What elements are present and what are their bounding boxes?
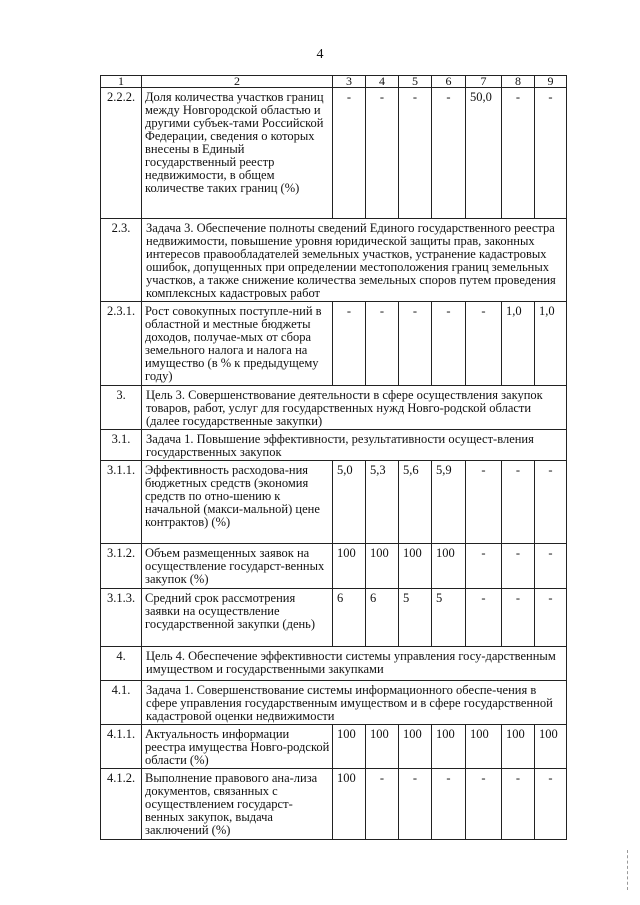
- value-cell: -: [399, 88, 432, 219]
- table-row: [101, 544, 567, 589]
- goal-text: Цель 4. Обеспечение эффективности системы управления госу-дарственным имуществом и государственными закупками: [142, 647, 567, 681]
- value-cell: 100: [466, 725, 502, 769]
- indicator-name: Эффективность расходова-ния бюджетных средств (экономия средств по отно-шению к начальной (макси-мальной) цене контрактов) (%): [142, 461, 333, 544]
- value-cell: -: [466, 589, 502, 647]
- task-text: Задача 3. Обеспечение полноты сведений Единого государственного реестра недвижимости, повышение уровня юридической защиты прав, законных интересов правообладателей земельных участков, устранение кадастровых ошибок, допущенных при определении местоположения границ земельных участков, а также снижение количества земельных споров путем проведения комплексных кадастровых работ: [142, 219, 567, 302]
- table-row: [101, 302, 567, 386]
- row-number: 3.1.2.: [101, 544, 142, 589]
- value-cell: -: [466, 769, 502, 840]
- value-cell: 100: [333, 544, 366, 589]
- value-cell: -: [535, 769, 567, 840]
- value-cell: -: [366, 88, 399, 219]
- indicator-name: Выполнение правового ана-лиза документов, связанных с осуществлением государст-венных закупок, выдача заключений (%): [142, 769, 333, 840]
- row-number: 3.1.3.: [101, 589, 142, 647]
- value-cell: 1,0: [535, 302, 567, 386]
- row-number: 2.3.1.: [101, 302, 142, 386]
- value-cell: -: [535, 589, 567, 647]
- value-cell: -: [502, 769, 535, 840]
- scan-edge-mark: [627, 850, 630, 890]
- value-cell: 1,0: [502, 302, 535, 386]
- value-cell: -: [399, 302, 432, 386]
- col-header-5: 5: [399, 76, 432, 88]
- row-number: 4.1.1.: [101, 725, 142, 769]
- col-header-3: 3: [333, 76, 366, 88]
- row-number: 2.2.2.: [101, 88, 142, 219]
- indicator-name: Актуальность информации реестра имущества Новго-родской области (%): [142, 725, 333, 769]
- value-cell: 100: [333, 725, 366, 769]
- value-cell: -: [366, 302, 399, 386]
- value-cell: 5,3: [366, 461, 399, 544]
- value-cell: -: [502, 88, 535, 219]
- value-cell: -: [466, 461, 502, 544]
- indicator-name: Объем размещенных заявок на осуществление государст-венных закупок (%): [142, 544, 333, 589]
- value-cell: -: [466, 302, 502, 386]
- goal-text: Цель 3. Совершенствование деятельности в сфере осуществления закупок товаров, работ, услуг для государственных нужд Новго-родской области (далее государственные закупки): [142, 386, 567, 430]
- value-cell: 6: [333, 589, 366, 647]
- value-cell: 100: [366, 544, 399, 589]
- table-row: [101, 589, 567, 647]
- table-row: [101, 647, 567, 681]
- task-text: Задача 1. Повышение эффективности, результативности осущест-вления государственных закупок: [142, 430, 567, 461]
- header-row: [101, 76, 567, 88]
- row-number: 3.1.1.: [101, 461, 142, 544]
- value-cell: -: [535, 544, 567, 589]
- indicator-name: Рост совокупных поступле-ний в областной и местные бюджеты доходов, получае-мых от сбора земельного налога и налога на имущество (в % к предыдущему году): [142, 302, 333, 386]
- table-row: [101, 219, 567, 302]
- value-cell: 5,6: [399, 461, 432, 544]
- table-row: [101, 769, 567, 840]
- row-number: 2.3.: [101, 219, 142, 302]
- col-header-6: 6: [432, 76, 466, 88]
- value-cell: -: [432, 769, 466, 840]
- value-cell: 100: [366, 725, 399, 769]
- task-text: Задача 1. Совершенствование системы информационного обеспе-чения в сфере управления государственным имуществом и в сфере государственной кадастровой оценки недвижимости: [142, 681, 567, 725]
- value-cell: 100: [432, 544, 466, 589]
- value-cell: -: [432, 302, 466, 386]
- indicator-name: Средний срок рассмотрения заявки на осуществление государственной закупки (день): [142, 589, 333, 647]
- indicators-table: [100, 75, 567, 840]
- value-cell: 100: [502, 725, 535, 769]
- col-header-1: 1: [101, 76, 142, 88]
- value-cell: -: [502, 544, 535, 589]
- indicator-name: Доля количества участков границ между Новгородской областью и другими субъек-тами Российской Федерации, сведения о которых внесены в Единый государственный реестр недвижимости, в общем количестве таких границ (%): [142, 88, 333, 219]
- value-cell: 5,0: [333, 461, 366, 544]
- value-cell: -: [333, 88, 366, 219]
- row-number: 4.1.: [101, 681, 142, 725]
- value-cell: -: [535, 461, 567, 544]
- value-cell: 100: [535, 725, 567, 769]
- table-row: [101, 461, 567, 544]
- value-cell: -: [502, 589, 535, 647]
- value-cell: 100: [432, 725, 466, 769]
- table-row: [101, 681, 567, 725]
- value-cell: 100: [399, 725, 432, 769]
- table-row: [101, 88, 567, 219]
- col-header-2: 2: [142, 76, 333, 88]
- value-cell: -: [399, 769, 432, 840]
- row-number: 4.1.2.: [101, 769, 142, 840]
- value-cell: -: [333, 302, 366, 386]
- table-row: [101, 430, 567, 461]
- value-cell: 100: [333, 769, 366, 840]
- row-number: 4.: [101, 647, 142, 681]
- value-cell: 5: [432, 589, 466, 647]
- value-cell: -: [366, 769, 399, 840]
- table-row: [101, 386, 567, 430]
- value-cell: 5: [399, 589, 432, 647]
- value-cell: 100: [399, 544, 432, 589]
- col-header-8: 8: [502, 76, 535, 88]
- col-header-4: 4: [366, 76, 399, 88]
- page-number: 4: [316, 47, 324, 62]
- value-cell: 5,9: [432, 461, 466, 544]
- value-cell: -: [535, 88, 567, 219]
- value-cell: -: [432, 88, 466, 219]
- row-number: 3.: [101, 386, 142, 430]
- value-cell: 50,0: [466, 88, 502, 219]
- col-header-9: 9: [535, 76, 567, 88]
- value-cell: -: [502, 461, 535, 544]
- row-number: 3.1.: [101, 430, 142, 461]
- table-row: [101, 725, 567, 769]
- value-cell: -: [466, 544, 502, 589]
- value-cell: 6: [366, 589, 399, 647]
- col-header-7: 7: [466, 76, 502, 88]
